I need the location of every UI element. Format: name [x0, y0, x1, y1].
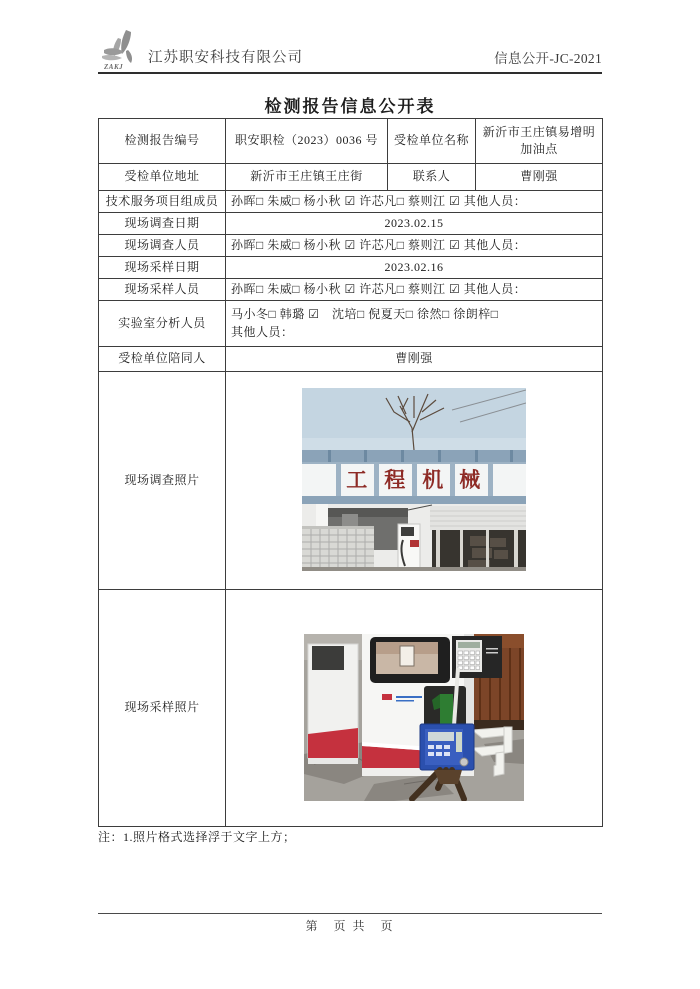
page-title: 检测报告信息公开表 — [264, 97, 436, 116]
table-row-sample-photo — [99, 590, 603, 827]
escort-value: 曹刚强 — [226, 347, 603, 372]
table-row-lab-staff — [99, 301, 603, 347]
lab-staff-line1: 马小冬□ 韩璐 ☑ 沈培□ 倪夏天□ 徐然□ 徐朗梓□ — [231, 307, 499, 322]
sign-char-3: 机 — [422, 468, 444, 493]
lab-staff-line2: 其他人员： — [231, 324, 294, 339]
team-members: 孙晖□ 朱威□ 杨小秋 ☑ 许芯凡□ 蔡则江 ☑ 其他人员： — [226, 191, 603, 213]
company-name: 江苏职安科技有限公司 — [148, 50, 303, 66]
disclosure-table — [98, 118, 603, 827]
address-value: 新沂市王庄镇王庄街 — [226, 164, 388, 191]
report-no-label: 检测报告编号 — [99, 119, 226, 164]
sample-staff-members: 孙晖□ 朱威□ 杨小秋 ☑ 许芯凡□ 蔡则江 ☑ 其他人员： — [226, 279, 603, 301]
sample-date-value: 2023.02.16 — [226, 257, 603, 279]
sample-photo-label: 现场采样照片 — [99, 590, 226, 827]
company-brand — [98, 28, 303, 70]
table-row-sample-date — [99, 257, 603, 279]
sample-staff-label: 现场采样人员 — [99, 279, 226, 301]
lab-staff-members — [226, 301, 603, 347]
sign-char-4: 械 — [459, 468, 481, 493]
unit-name-label: 受检单位名称 — [388, 119, 476, 164]
table-row-report-no — [99, 119, 603, 164]
survey-date-label: 现场调查日期 — [99, 213, 226, 235]
sample-photo-cell — [226, 590, 603, 827]
table-row-survey-photo — [99, 372, 603, 590]
contact-label: 联系人 — [388, 164, 476, 191]
report-no-value: 职安职检（2023）0036 号 — [226, 119, 388, 164]
table-row-survey-date — [99, 213, 603, 235]
logo-text: ZAKJ — [104, 63, 124, 71]
table-row-escort — [99, 347, 603, 372]
page-number: 第 页 共 页 — [305, 919, 395, 933]
company-logo — [98, 28, 144, 70]
sample-date-label: 现场采样日期 — [99, 257, 226, 279]
escort-label: 受检单位陪同人 — [99, 347, 226, 372]
footer-divider — [98, 913, 602, 914]
survey-photo-cell — [226, 372, 603, 590]
survey-photo — [302, 388, 526, 571]
doc-code: 信息公开-JC-2021 — [494, 51, 602, 66]
sign-char-2: 程 — [384, 468, 406, 493]
lab-staff-label: 实验室分析人员 — [99, 301, 226, 347]
unit-name-value: 新沂市王庄镇易增明加油点 — [476, 119, 603, 164]
table-row-survey-staff — [99, 235, 603, 257]
team-label: 技术服务项目组成员 — [99, 191, 226, 213]
table-row-address — [99, 164, 603, 191]
sign-char-1: 工 — [346, 468, 368, 493]
page-header — [98, 22, 602, 74]
survey-staff-label: 现场调查人员 — [99, 235, 226, 257]
table-row-team — [99, 191, 603, 213]
sample-photo — [304, 634, 524, 801]
contact-value: 曹刚强 — [476, 164, 603, 191]
address-label: 受检单位地址 — [99, 164, 226, 191]
table-row-sample-staff — [99, 279, 603, 301]
survey-staff-members: 孙晖□ 朱威□ 杨小秋 ☑ 许芯凡□ 蔡则江 ☑ 其他人员： — [226, 235, 603, 257]
survey-date-value: 2023.02.15 — [226, 213, 603, 235]
footnote: 注：1.照片格式选择浮于文字上方； — [98, 830, 296, 844]
survey-photo-label: 现场调查照片 — [99, 372, 226, 590]
